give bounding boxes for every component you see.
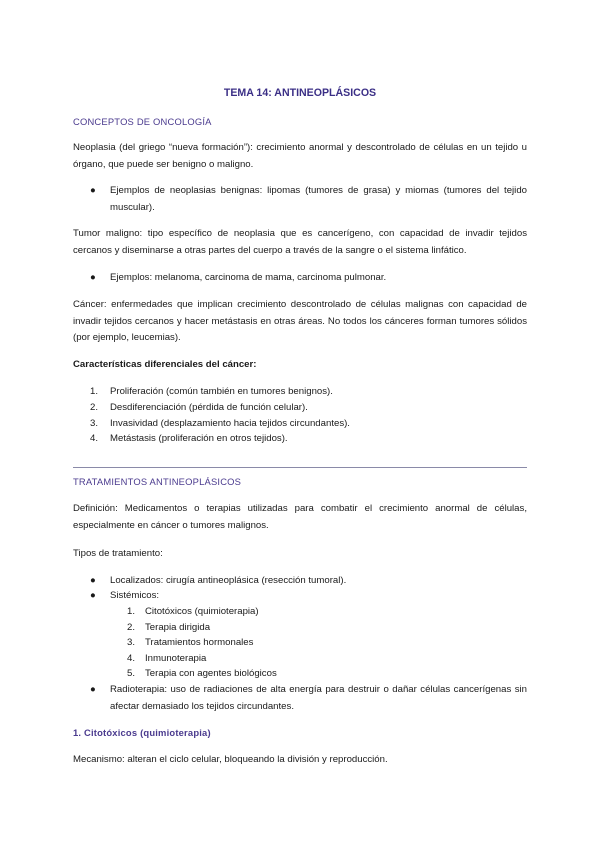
bullet-item-ejemplos — [90, 270, 527, 287]
paragraph-definicion: Definición: Medicamentos o terapias utilizadas para combatir el crecimiento anormal de células, especialmente en cáncer o tumores malignos. — [73, 503, 527, 531]
section-heading-tratamientos: TRATAMIENTOS ANTINEOPLÁSICOS — [73, 476, 242, 487]
bullet-text: Radioterapia: uso de radiaciones de alta energía para destruir o dañar células cancerígenas sin afectar demasiado los tejidos circundantes. — [110, 684, 527, 712]
document-title: TEMA 14: ANTINEOPLÁSICOS — [223, 87, 377, 99]
list-number: 3. — [127, 637, 136, 648]
list-number: 1. — [127, 606, 136, 617]
bullet-text: Ejemplos de neoplasias benignas: lipomas (tumores de grasa) y miomas (tumores del tejido muscular). — [110, 185, 527, 213]
bullet-text: Sistémicos: — [110, 590, 160, 601]
caracteristicas-label: Características diferenciales del cáncer: — [73, 359, 257, 370]
list-number: 1. — [90, 386, 99, 397]
list-item-caracteristica — [90, 384, 333, 400]
paragraph-tumor-maligno: Tumor maligno: tipo específico de neoplasia que es cancerígeno, con capacidad de invadir tejidos cercanos y diseminarse a otras partes del cuerpo a través de la sangre o el sistema linfático. — [73, 228, 527, 256]
bullet-item-sistemicos — [90, 588, 527, 605]
list-text: Terapia dirigida — [145, 622, 211, 633]
bullet-text: Localizados: cirugía antineoplásica (resección tumoral). — [110, 575, 347, 586]
list-item-sistemico — [127, 604, 259, 620]
bullet-icon: ● — [90, 590, 96, 601]
list-text: Proliferación (común también en tumores benignos). — [110, 386, 333, 397]
bullet-text: Ejemplos: melanoma, carcinoma de mama, carcinoma pulmonar. — [110, 272, 387, 283]
bullet-icon: ● — [90, 185, 96, 196]
list-number: 4. — [90, 433, 99, 444]
list-text: Citotóxicos (quimioterapia) — [145, 606, 259, 617]
list-text: Desdiferenciación (pérdida de función celular). — [110, 402, 308, 413]
section-heading-oncologia: CONCEPTOS DE ONCOLOGÍA — [73, 116, 212, 127]
list-item-sistemico — [127, 620, 210, 636]
list-number: 3. — [90, 418, 99, 429]
list-item-caracteristica — [90, 416, 350, 432]
list-text: Tratamientos hormonales — [145, 637, 254, 648]
paragraph-mecanismo: Mecanismo: alteran el ciclo celular, bloqueando la división y reproducción. — [73, 754, 388, 765]
list-text: Metástasis (proliferación en otros tejidos). — [110, 433, 288, 444]
list-item-caracteristica — [90, 431, 288, 447]
list-number: 2. — [127, 622, 136, 633]
paragraph-neoplasia: Neoplasia (del griego “nueva formación”): crecimiento anormal y descontrolado de células en un tejido u órgano, que puede ser benigno o maligno. — [73, 142, 527, 170]
bullet-icon: ● — [90, 575, 96, 586]
list-number: 2. — [90, 402, 99, 413]
list-item-sistemico — [127, 666, 277, 682]
bullet-icon: ● — [90, 272, 96, 283]
section-heading-citotoxicos: 1. Citotóxicos (quimioterapia) — [73, 727, 211, 738]
section-divider — [73, 467, 527, 468]
paragraph-cancer: Cáncer: enfermedades que implican crecimiento descontrolado de células malignas con capacidad de invadir tejidos cercanos y hacer metástasis en otras áreas. No todos los cánceres forman tumores sólidos (por ejemplo, leucemias). — [73, 299, 527, 343]
list-text: Invasividad (desplazamiento hacia tejidos circundantes). — [110, 418, 350, 429]
list-text: Inmunoterapia — [145, 653, 207, 664]
tipos-label: Tipos de tratamiento: — [73, 548, 163, 559]
list-text: Terapia con agentes biológicos — [145, 668, 277, 679]
list-number: 5. — [127, 668, 136, 679]
list-item-sistemico — [127, 651, 206, 667]
list-item-caracteristica — [90, 400, 308, 416]
bullet-item-radioterapia — [90, 682, 527, 715]
bullet-item-benignas — [90, 183, 527, 216]
bullet-icon: ● — [90, 684, 96, 695]
list-item-sistemico — [127, 635, 253, 651]
list-number: 4. — [127, 653, 136, 664]
